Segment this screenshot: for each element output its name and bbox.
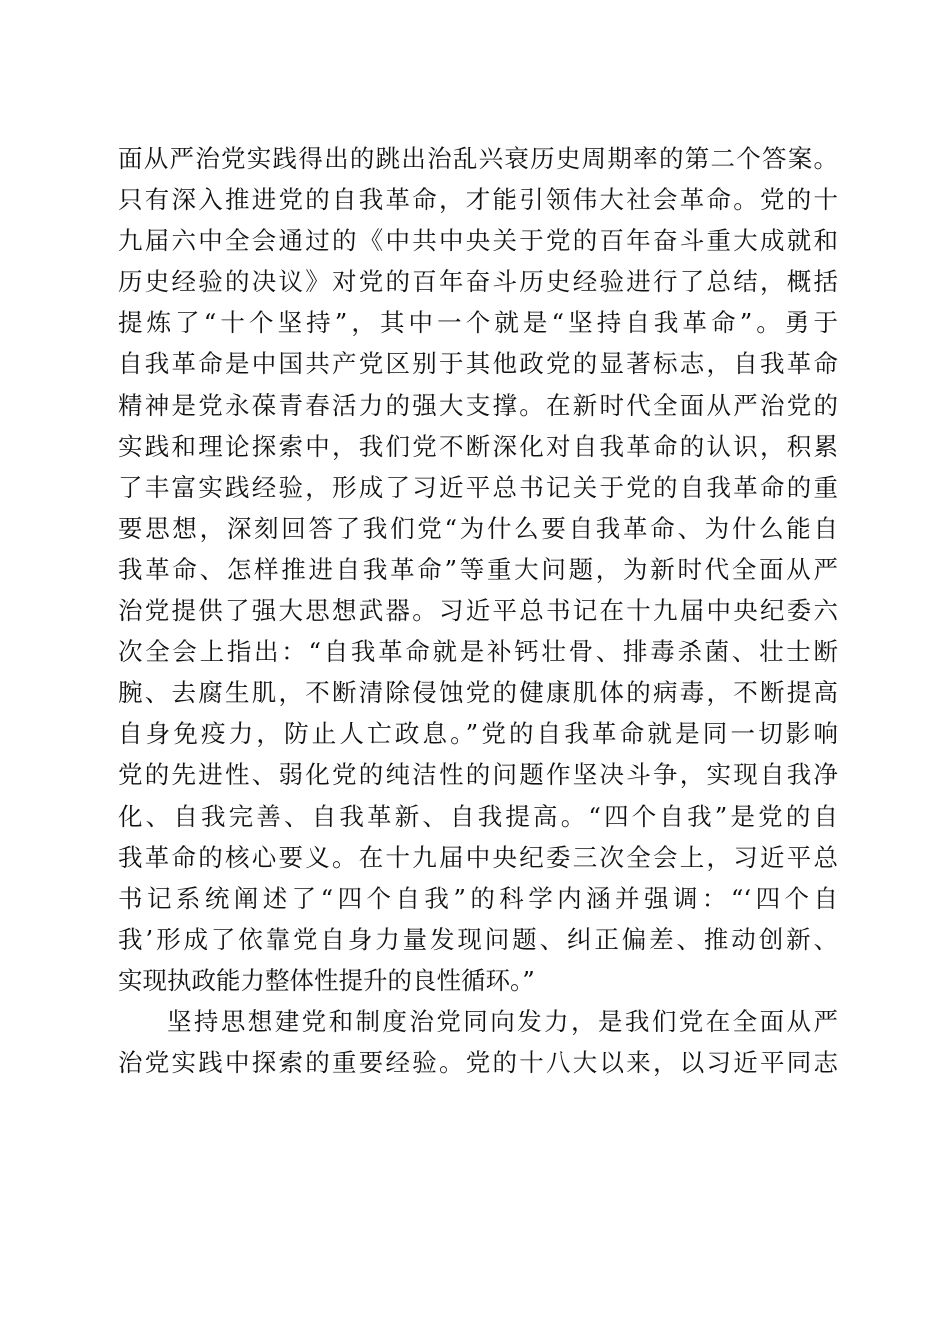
text-line: 历史经验的决议》对党的百年奋斗历史经验进行了总结，概括 (118, 267, 838, 297)
text-line: 化、自我完善、自我革新、自我提高。“四个自我”是党的自 (118, 801, 838, 831)
text-line: 自身免疫力，防止人亡政息。”党的自我革命就是同一切影响 (118, 719, 838, 749)
text-line: 九届六中全会通过的《中共中央关于党的百年奋斗重大成就和 (118, 226, 838, 256)
text-line: 提炼了“十个坚持”，其中一个就是“坚持自我革命”。勇于 (118, 308, 838, 338)
text-line: 面从严治党实践得出的跳出治乱兴衰历史周期率的第二个答案。 (118, 144, 838, 173)
text-line: 我’形成了依靠党自身力量发现问题、纠正偏差、推动创新、 (118, 924, 838, 954)
text-line: 治党提供了强大思想武器。习近平总书记在十九届中央纪委六 (118, 596, 838, 626)
paragraph-1 (118, 138, 838, 1001)
text-line: 腕、去腐生肌，不断清除侵蚀党的健康肌体的病毒，不断提高 (118, 678, 838, 708)
text-line: 实现执政能力整体性提升的良性循环。” (118, 965, 535, 995)
text-line: 书记系统阐述了“四个自我”的科学内涵并强调：“‘四个自 (118, 883, 838, 913)
text-line: 只有深入推进党的自我革命，才能引领伟大社会革命。党的十 (118, 185, 838, 215)
text-line: 精神是党永葆青春活力的强大支撑。在新时代全面从严治党的 (118, 390, 838, 420)
text-line: 实践和理论探索中，我们党不断深化对自我革命的认识，积累 (118, 431, 838, 461)
text-line: 次全会上指出：“自我革命就是补钙壮骨、排毒杀菌、壮士断 (118, 637, 838, 667)
text-line: 我革命、怎样推进自我革命”等重大问题，为新时代全面从严 (118, 554, 838, 584)
text-line: 了丰富实践经验，形成了习近平总书记关于党的自我革命的重 (118, 472, 838, 502)
text-line: 坚持思想建党和制度治党同向发力，是我们党在全面从严 (167, 1006, 838, 1036)
paragraph-2 (118, 1001, 838, 1083)
text-line: 治党实践中探索的重要经验。党的十八大以来，以习近平同志 (118, 1048, 838, 1078)
text-line: 自我革命是中国共产党区别于其他政党的显著标志，自我革命 (118, 349, 838, 379)
body-text (118, 138, 838, 1083)
text-line: 我革命的核心要义。在十九届中央纪委三次全会上，习近平总 (118, 842, 838, 872)
text-line: 党的先进性、弱化党的纯洁性的问题作坚决斗争，实现自我净 (118, 760, 838, 790)
text-line: 要思想，深刻回答了我们党“为什么要自我革命、为什么能自 (118, 513, 838, 543)
